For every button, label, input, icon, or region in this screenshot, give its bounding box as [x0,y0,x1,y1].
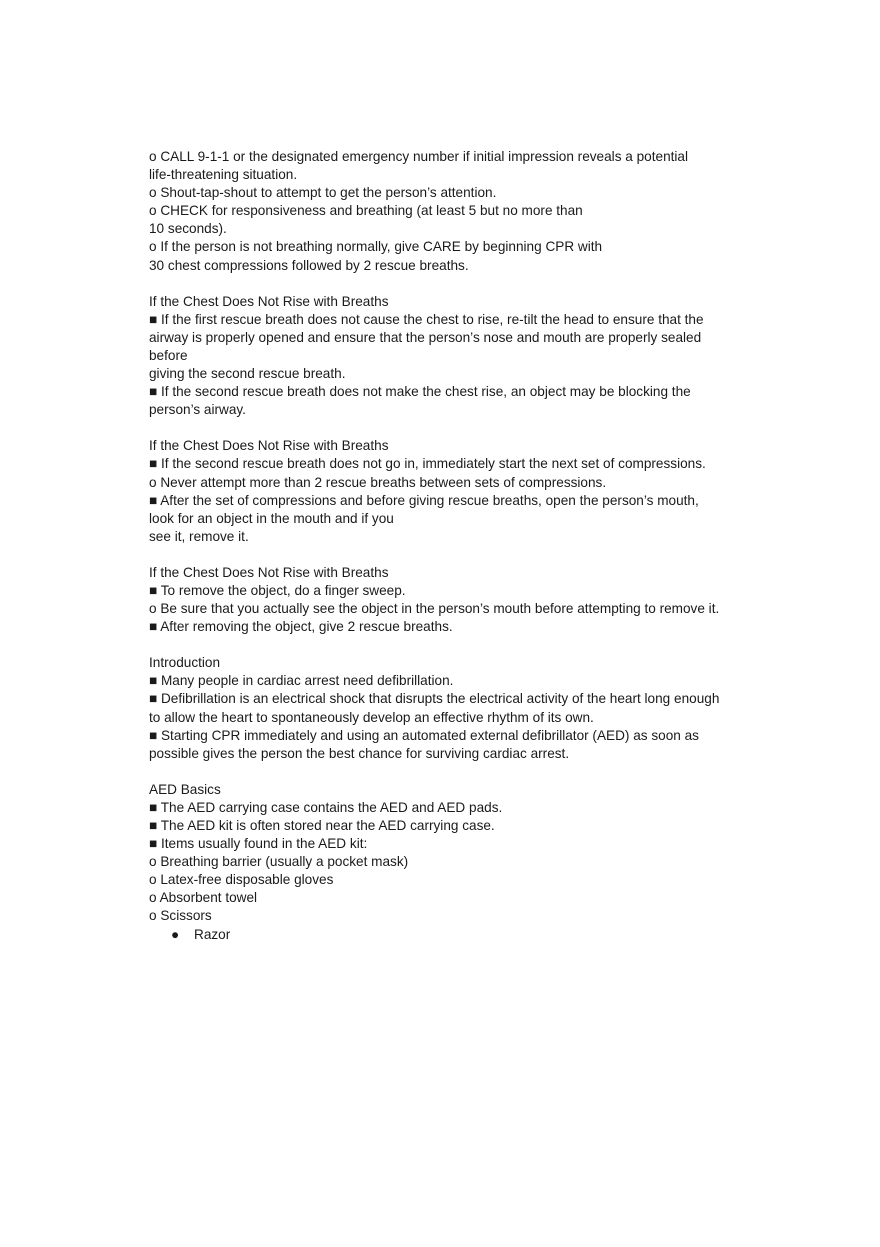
paragraph-gap [149,763,739,781]
text-line: ■ Items usually found in the AED kit: [149,836,368,852]
text-line: before [149,347,188,363]
section-heading: If the Chest Does Not Rise with Breaths [149,293,389,309]
text-line: o Absorbent towel [149,890,258,906]
list-item-text: Razor [194,926,231,942]
paragraph-gap [149,419,739,437]
text-line: o Be sure that you actually see the object in the person’s mouth before attempting to remove it. [149,601,720,617]
text-line: o Shout-tap-shout to attempt to get the person’s attention. [149,185,497,201]
text-line: ■ The AED carrying case contains the AED and AED pads. [149,799,503,815]
paragraph-gap [149,546,739,564]
text-line: o Latex-free disposable gloves [149,872,334,888]
text-line: possible gives the person the best chance for surviving cardiac arrest. [149,745,570,761]
text-line: ■ If the second rescue breath does not make the chest rise, an object may be blocking the [149,384,691,400]
initial-steps-block [149,148,739,275]
text-line: ■ Starting CPR immediately and using an automated external defibrillator (AED) as soon as [149,727,699,743]
text-line: life-threatening situation. [149,167,298,183]
document-body [149,148,739,944]
text-line: ■ To remove the object, do a finger sweep. [149,582,406,598]
list-item [149,926,739,944]
section-heading: AED Basics [149,781,221,797]
text-line: ■ Defibrillation is an electrical shock that disrupts the electrical activity of the heart long enough [149,691,720,707]
text-line: ■ The AED kit is often stored near the AED carrying case. [149,818,495,833]
chest-not-rise-block-1 [149,293,739,420]
paragraph-gap [149,636,739,654]
paragraph-gap [149,275,739,293]
text-line: to allow the heart to spontaneously develop an effective rhythm of its own. [149,709,594,725]
chest-not-rise-block-3 [149,564,739,636]
text-line: ■ If the second rescue breath does not go in, immediately start the next set of compressions. [149,456,706,472]
text-line: ■ After removing the object, give 2 rescue breaths. [149,619,453,635]
text-line: o CHECK for responsiveness and breathing (at least 5 but no more than [149,203,583,219]
text-line: ■ Many people in cardiac arrest need defibrillation. [149,673,454,689]
introduction-block [149,654,739,763]
text-line: giving the second rescue breath. [149,366,346,382]
text-line: o Never attempt more than 2 rescue breaths between sets of compressions. [149,474,607,490]
text-line: see it, remove it. [149,528,249,544]
section-heading: Introduction [149,655,221,671]
chest-not-rise-block-2 [149,437,739,546]
text-line: airway is properly opened and ensure that the person’s nose and mouth are properly sealed [149,329,702,345]
section-heading: If the Chest Does Not Rise with Breaths [149,438,389,454]
text-line: o Scissors [149,908,212,924]
section-heading: If the Chest Does Not Rise with Breaths [149,564,389,580]
aed-basics-block [149,781,739,944]
text-line: ■ If the first rescue breath does not cause the chest to rise, re-tilt the head to ensure that the [149,311,704,327]
text-line: o If the person is not breathing normally, give CARE by beginning CPR with [149,239,603,255]
text-line: ■ After the set of compressions and before giving rescue breaths, open the person’s mouth, [149,492,699,508]
text-line: look for an object in the mouth and if you [149,510,394,526]
text-line: 10 seconds). [149,221,227,237]
text-line: o Breathing barrier (usually a pocket mask) [149,854,409,870]
bullet-dot-icon: ● [171,926,180,942]
text-line: 30 chest compressions followed by 2 rescue breaths. [149,257,469,273]
text-line: o CALL 9-1-1 or the designated emergency number if initial impression reveals a potential [149,149,689,164]
text-line: person’s airway. [149,402,246,418]
